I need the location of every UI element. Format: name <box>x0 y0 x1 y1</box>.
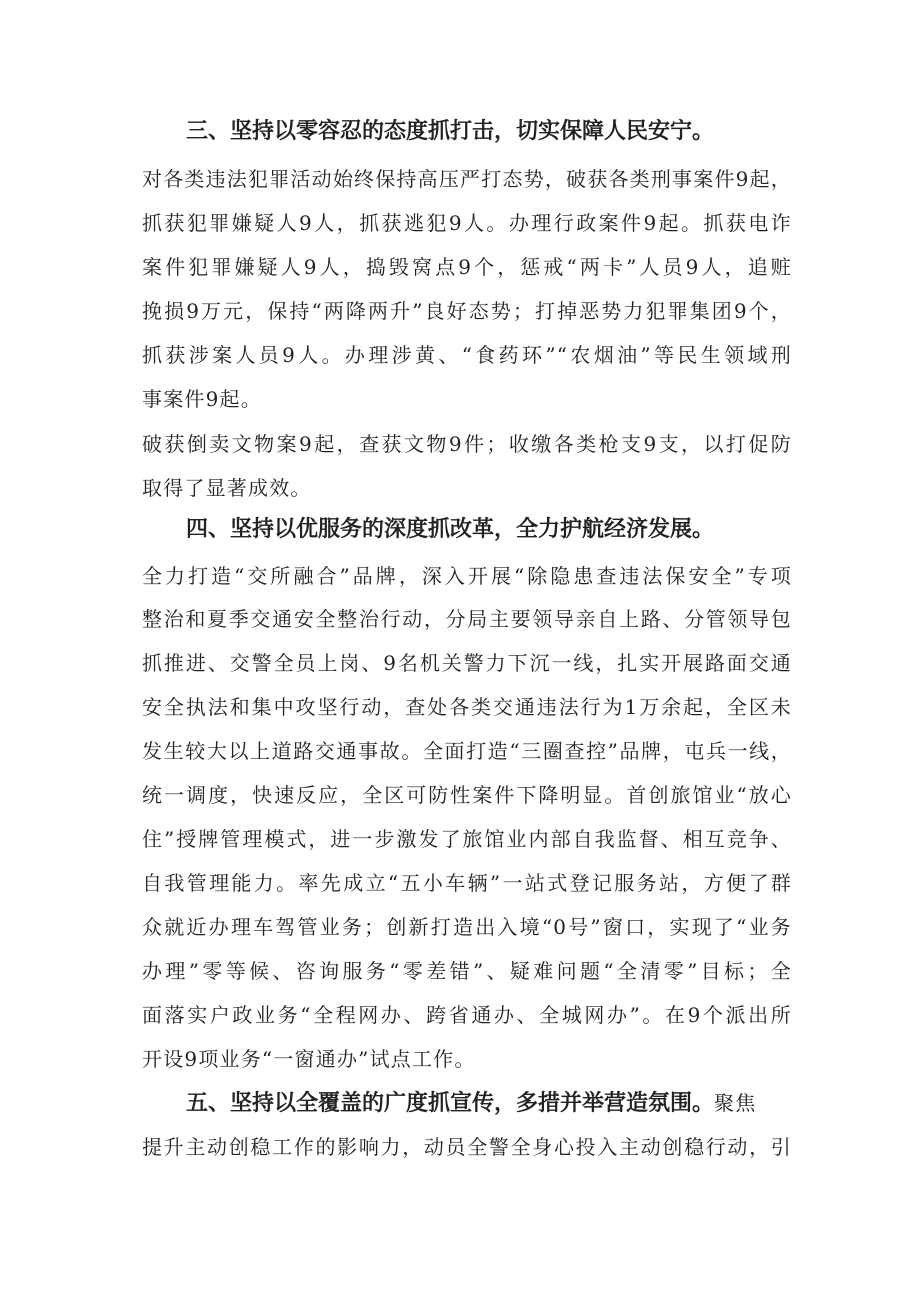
section-4-para-line-8: 自我管理能力。率先成立“五小车辆”一站式登记服务站，方便了群 <box>142 871 792 895</box>
section-4-para-line-4: 安全执法和集中攻坚行动，查处各类交通违法行为1万余起，全区未 <box>142 695 792 719</box>
section-3-heading: 三、坚持以零容忍的态度抓打击，切实保障人民安宁。 <box>186 119 715 144</box>
section-5-heading: 五、坚持以全覆盖的广度抓宣传，多措并举营造氛围。 <box>186 1091 715 1116</box>
section-5-para-line-1: 提升主动创稳工作的影响力，动员全警全身心投入主动创稳行动，引 <box>142 1135 792 1159</box>
section-3-para-1-line-4: 挽损9万元，保持“两降两升”良好态势；打掉恶势力犯罪集团9个， <box>142 299 792 323</box>
section-5-heading-line <box>186 1085 792 1121</box>
section-3-para-1-line-1: 对各类违法犯罪活动始终保持高压严打态势，破获各类刑事案件9起， <box>142 167 792 191</box>
section-3-para-1-line-2: 抓获犯罪嫌疑人9人，抓获逃犯9人。办理行政案件9起。抓获电诈 <box>142 211 792 235</box>
section-4-para-line-9: 众就近办理车驾管业务；创新打造出入境“0号”窗口，实现了“业务 <box>142 915 792 939</box>
section-4-para-line-1: 全力打造“交所融合”品牌，深入开展“除隐患查违法保安全”专项 <box>142 564 792 588</box>
section-5-heading-tail: 聚焦 <box>714 1091 757 1115</box>
section-4-para-line-6: 统一调度，快速反应，全区可防性案件下降明显。首创旅馆业“放心 <box>142 783 792 807</box>
section-3-para-1-line-6: 事案件9起。 <box>142 387 262 411</box>
section-4-para-line-10: 办理”零等候、咨询服务“零差错”、疑难问题“全清零”目标；全 <box>142 959 792 983</box>
section-4-heading: 四、坚持以优服务的深度抓改革，全力护航经济发展。 <box>186 517 715 542</box>
section-4-para-line-12: 开设9项业务“一窗通办”试点工作。 <box>142 1047 476 1071</box>
section-4-para-line-11: 面落实户政业务“全程网办、跨省通办、全城网办”。在9个派出所 <box>142 1003 792 1027</box>
section-3-para-2-line-1: 破获倒卖文物案9起，查获文物9件；收缴各类枪支9支，以打促防 <box>142 432 792 456</box>
section-4-para-line-7: 住”授牌管理模式，进一步激发了旅馆业内部自我监督、相互竞争、 <box>142 827 792 851</box>
section-4-para-line-2: 整治和夏季交通安全整治行动，分局主要领导亲自上路、分管领导包 <box>142 607 792 631</box>
section-3-para-1-line-5: 抓获涉案人员9人。办理涉黄、“食药环”“农烟油”等民生领域刑 <box>142 343 792 367</box>
section-3-para-2-line-2: 取得了显著成效。 <box>142 476 312 500</box>
section-4-para-line-5: 发生较大以上道路交通事故。全面打造“三圈查控”品牌，屯兵一线， <box>142 739 792 763</box>
section-3-para-1-line-3: 案件犯罪嫌疑人9人，捣毁窝点9个，惩戒“两卡”人员9人，追赃 <box>142 255 792 279</box>
section-4-para-line-3: 抓推进、交警全员上岗、9名机关警力下沉一线，扎实开展路面交通 <box>142 651 792 675</box>
